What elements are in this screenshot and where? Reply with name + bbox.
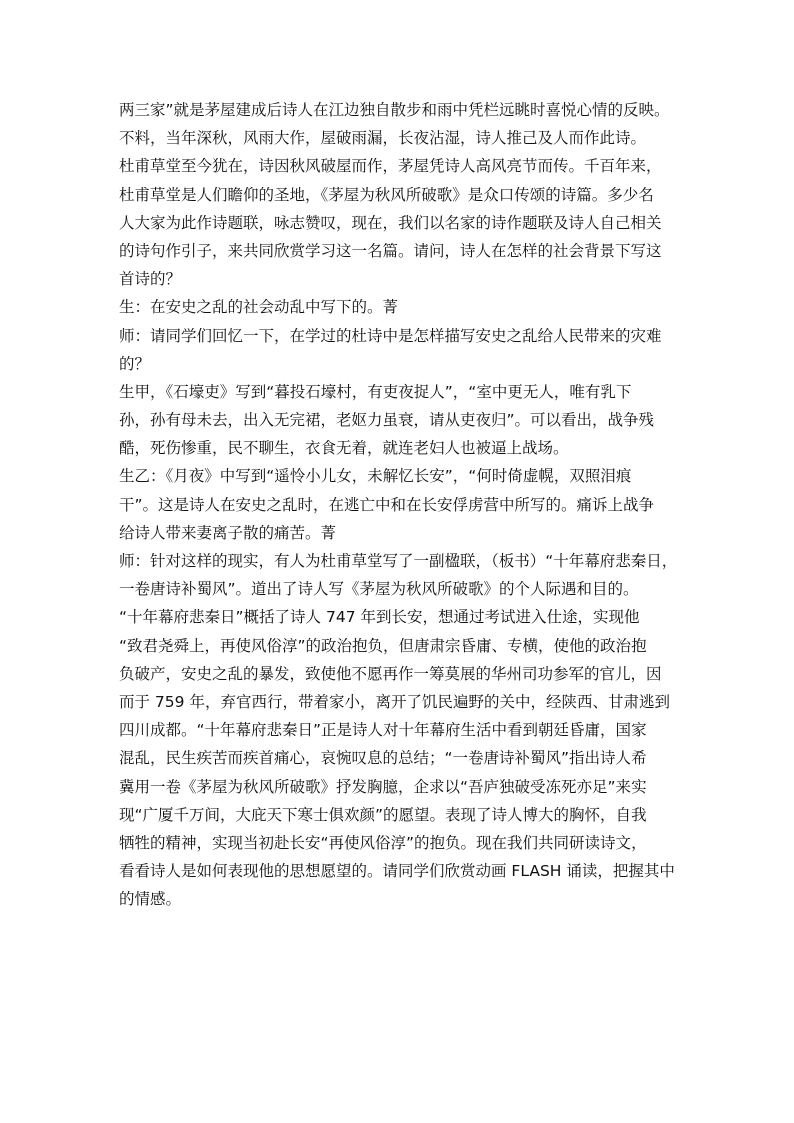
text-line: 杜甫草堂是人们瞻仰的圣地，《茅屋为秋风所破歌》是众口传颂的诗篇。多少名 (119, 185, 654, 204)
text-line: 人大家为此作诗题联，咏志赞叹，现在，我们以名家的诗作题联及诗人自己相关 (119, 213, 662, 232)
text-line: 干”。这是诗人在安史之乱时，在逃亡中和在长安俘虏营中所写的。痛诉上战争 (119, 495, 655, 514)
text-line: 四川成都。“十年幕府悲秦日”正是诗人对十年幕府生活中看到朝廷昏庸，国家 (119, 721, 647, 740)
text-line: 的情感。 (119, 890, 182, 909)
text-line: 师：针对这样的现实，有人为杜甫草堂写了一副楹联，（板书）“十年幕府悲秦日， (119, 552, 678, 570)
text-line: 混乱，民生疾苦而疾首痛心，哀惋叹息的总结；“一卷唐诗补蜀风”指出诗人希 (119, 749, 647, 768)
text-line: 不料，当年深秋，风雨大作，屋破雨漏，长夜沾湿，诗人推己及人而作此诗。 (119, 129, 647, 148)
text-line: 孙，孙有母未去，出入无完裙，老妪力虽衰，请从吏夜归”。可以看出，战争残 (119, 411, 655, 430)
text-line: 两三家”就是茅屋建成后诗人在江边独自散步和雨中凭栏远眺时喜悦心情的反映。 (119, 101, 670, 119)
text-line: “致君尧舜上，再使风俗淳”的政治抱负，但唐肃宗昏庸、专横，使他的政治抱 (119, 636, 647, 655)
text-line: 生乙：《月夜》中写到“遥怜小儿女，未解忆长安”，“何时倚虚幌，双照泪痕 (119, 467, 632, 486)
text-line: 杜甫草堂至今犹在，诗因秋风破屋而作，茅屋凭诗人高风亮节而传。千百年来， (119, 157, 662, 176)
text-line: 生甲，《石壕吏》写到“暮投石壕村，有吏夜捉人”，“室中更无人，唯有乳下 (119, 382, 632, 401)
text-line: 给诗人带来妻离子散的痛苦。菁 (119, 523, 337, 542)
text-line: 酷，死伤惨重，民不聊生，衣食无着，就连老妇人也被逼上战场。 (119, 439, 569, 458)
text-line: 生：在安史之乱的社会动乱中写下的。菁 (119, 298, 399, 317)
text-line: 负破产，安史之乱的暴发，致使他不愿再作一筹莫展的华州司功参军的官儿，因 (119, 664, 662, 683)
text-line: 的诗句作引子，来共同欣赏学习这一名篇。请问，诗人在怎样的社会背景下写这 (119, 241, 662, 260)
text-line: 师：请同学们回忆一下，在学过的杜诗中是怎样描写安史之乱给人民带来的灾难 (119, 326, 662, 345)
text-line: 冀用一卷《茅屋为秋风所破歌》抒发胸臆，企求以“吾庐独破受冻死亦足”来实 (119, 777, 647, 796)
text-line: 看看诗人是如何表现他的思想愿望的。请同学们欣赏动画 FLASH 诵读，把握其中 (119, 862, 675, 881)
text-line: 而于 759 年，弃官西行，带着家小，离开了饥民遍野的关中，经陕西、甘肃逃到 (119, 692, 670, 711)
text-line: 首诗的？ (119, 270, 182, 289)
text-line: 一卷唐诗补蜀风”。道出了诗人写《茅屋为秋风所破歌》的个人际遇和目的。 (119, 580, 639, 599)
text-line: “十年幕府悲秦日”概括了诗人 747 年到长安，想通过考试进入仕途，实现他 (119, 608, 640, 627)
text-line: 的？ (119, 354, 151, 373)
text-line: 牺牲的精神，实现当初赴长安“再使风俗淳”的抱负。现在我们共同研读诗文， (119, 833, 647, 852)
document-body (119, 96, 679, 913)
text-line: 现“广厦千万间，大庇天下寒士俱欢颜”的愿望。表现了诗人博大的胸怀，自我 (119, 805, 647, 824)
